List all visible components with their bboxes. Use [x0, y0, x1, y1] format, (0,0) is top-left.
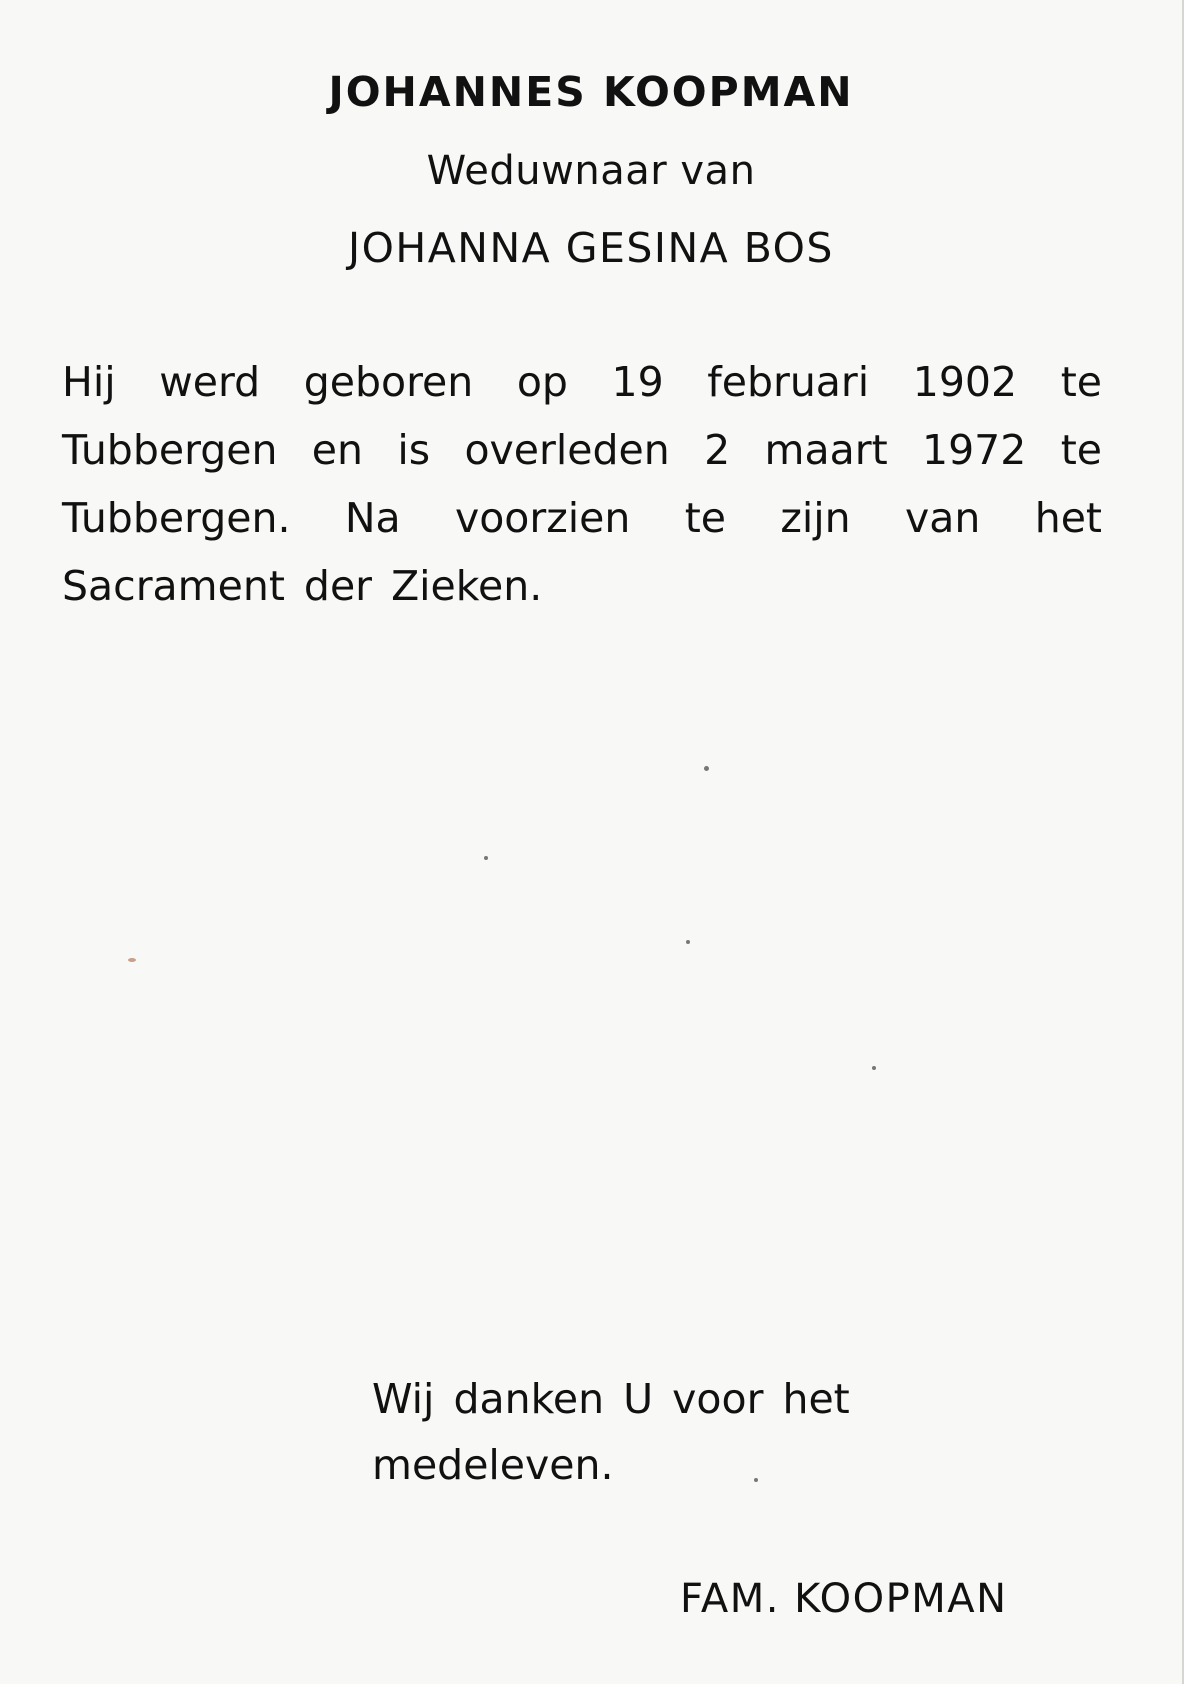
biography-text: Hij werd geboren op 19 februari 1902 te Tubbergen en is overleden 2 maart 1972 te Tubbergen. Na voorzien te zijn van het Sacrament der Zieken.	[62, 358, 1102, 610]
paper-speck	[686, 940, 690, 944]
thanks-text: Wij danken U voor het medeleven.	[372, 1375, 850, 1489]
paper-speck	[128, 958, 136, 962]
paper-speck	[754, 1478, 758, 1482]
spouse-name: JOHANNA GESINA BOS	[348, 224, 834, 272]
paper-speck	[704, 766, 709, 771]
paper-speck	[484, 856, 488, 860]
signature: FAM. KOOPMAN	[680, 1576, 1008, 1622]
deceased-name: JOHANNES KOOPMAN	[328, 68, 854, 116]
paper-speck	[872, 1066, 876, 1070]
card-edge	[1182, 0, 1200, 1684]
relation-text: Weduwnaar van	[426, 148, 756, 194]
